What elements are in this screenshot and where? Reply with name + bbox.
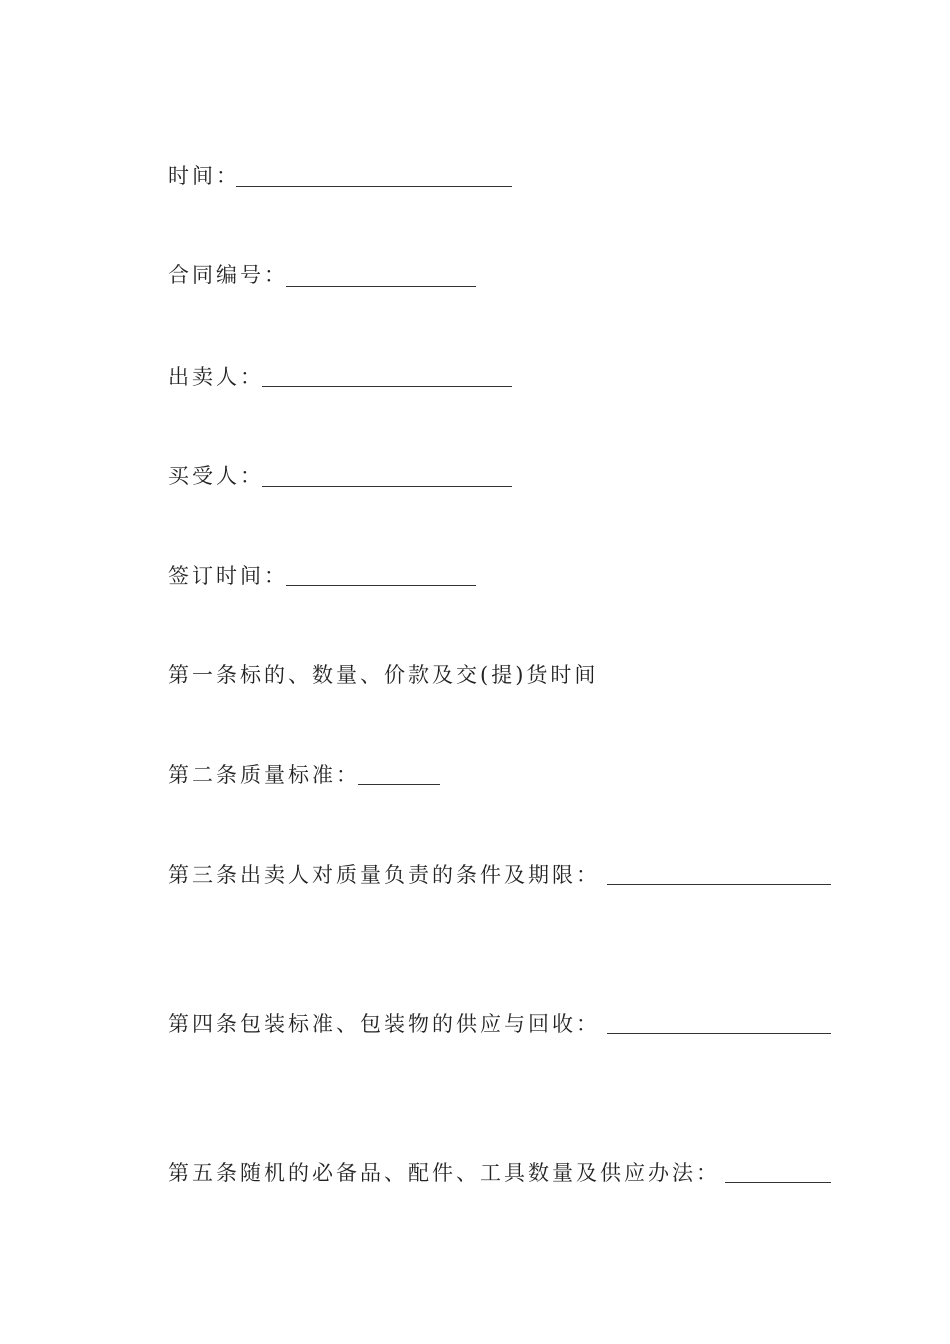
contract-number-label: 合同编号： — [168, 263, 288, 287]
article-5-label: 第五条随机的必备品、配件、工具数量及供应办法： — [168, 1161, 720, 1185]
article-5-blank[interactable] — [725, 1182, 831, 1183]
article-2-blank[interactable] — [358, 784, 440, 785]
article-2-line — [168, 761, 360, 789]
article-1-line — [168, 661, 598, 689]
signing-time-line — [168, 562, 288, 590]
seller-line — [168, 363, 264, 391]
seller-label: 出卖人： — [168, 365, 264, 389]
time-blank[interactable] — [236, 186, 512, 187]
time-line — [168, 162, 240, 190]
time-label: 时间： — [168, 164, 240, 188]
article-5-line — [168, 1159, 720, 1187]
buyer-label: 买受人： — [168, 464, 264, 488]
article-4-label: 第四条包装标准、包装物的供应与回收： — [168, 1012, 600, 1036]
article-3-line — [168, 861, 600, 889]
article-4-blank[interactable] — [607, 1033, 831, 1034]
signing-time-label: 签订时间： — [168, 564, 288, 588]
buyer-blank[interactable] — [262, 486, 512, 487]
article-3-label: 第三条出卖人对质量负责的条件及期限： — [168, 863, 600, 887]
seller-blank[interactable] — [262, 386, 512, 387]
buyer-line — [168, 462, 264, 490]
contract-number-blank[interactable] — [286, 286, 476, 287]
article-1-heading: 第一条标的、数量、价款及交(提)货时间 — [168, 663, 599, 687]
article-2-label: 第二条质量标准： — [168, 763, 360, 787]
article-3-blank[interactable] — [607, 884, 831, 885]
signing-time-blank[interactable] — [286, 585, 476, 586]
contract-number-line — [168, 261, 288, 289]
article-4-line — [168, 1010, 600, 1038]
